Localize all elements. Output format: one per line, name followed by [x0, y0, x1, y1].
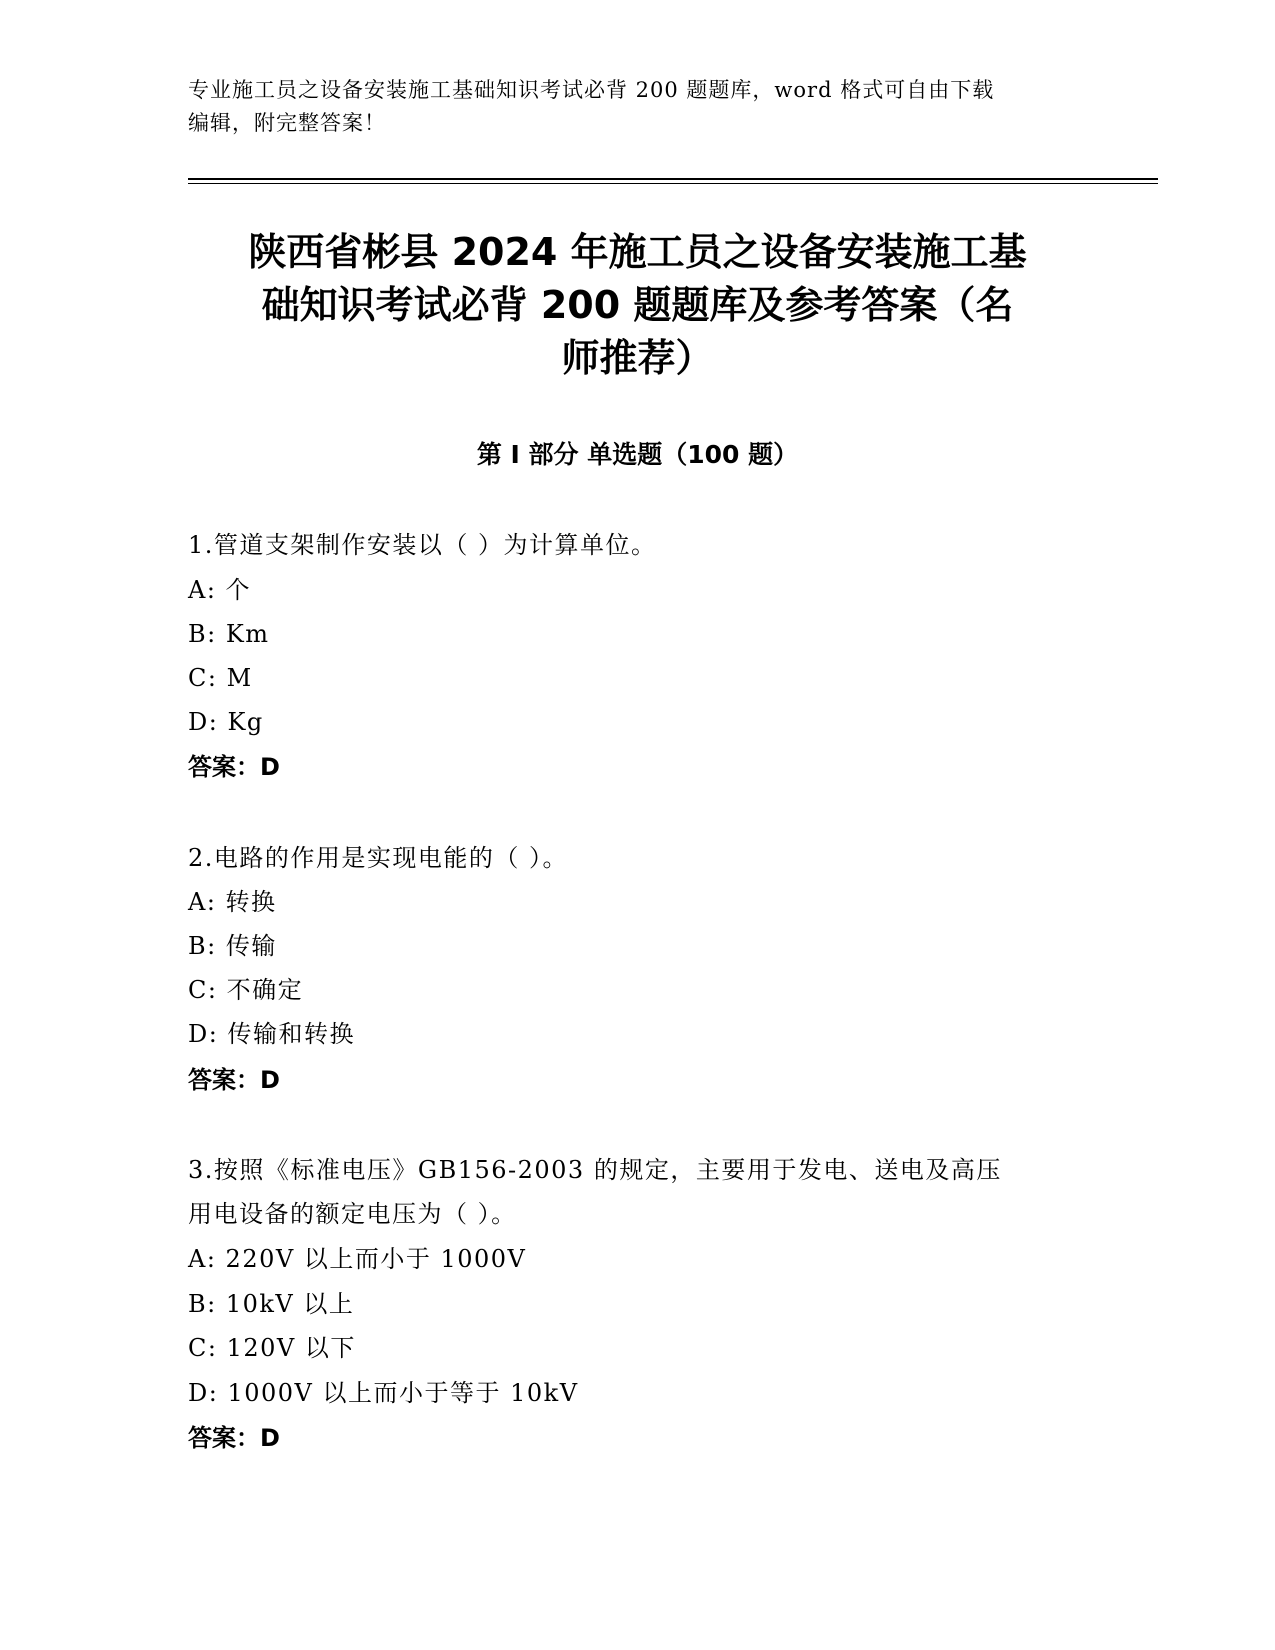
document-title: [175, 226, 1100, 385]
question-1-option-c: C: M: [188, 664, 253, 692]
question-3-option-c: C: 120V 以下: [188, 1334, 356, 1362]
question-3-answer: 答案：D: [188, 1424, 280, 1452]
document-title-line-2: 础知识考试必背 200 题题库及参考答案（名: [261, 283, 1014, 327]
question-1-option-a: A: 个: [188, 576, 252, 604]
question-3-option-a: A: 220V 以上而小于 1000V: [188, 1245, 527, 1273]
question-2-stem: 2.电路的作用是实现电能的（ ）。: [188, 844, 569, 872]
question-1-stem: 1.管道支架制作安装以（ ）为计算单位。: [188, 531, 657, 559]
question-3-option-d: D: 1000V 以上而小于等于 10kV: [188, 1379, 579, 1407]
question-2-option-d: D: 传输和转换: [188, 1020, 355, 1048]
question-1-answer: 答案：D: [188, 753, 280, 781]
question-1-option-d: D: Kg: [188, 708, 264, 736]
question-2-option-a: A: 转换: [188, 888, 277, 916]
question-2-option-c: C: 不确定: [188, 976, 304, 1004]
header-note-line-2: 编辑，附完整答案！: [188, 111, 386, 135]
header-note-line-1: 专业施工员之设备安装施工基础知识考试必背 200 题题库，word 格式可自由下载: [188, 78, 995, 102]
question-2-answer: 答案：D: [188, 1066, 280, 1094]
question-2-option-b: B: 传输: [188, 932, 277, 960]
question-3-stem-line-2: 用电设备的额定电压为（ ）。: [188, 1200, 517, 1228]
header-note: [188, 74, 1088, 140]
document-title-line-1: 陕西省彬县 2024 年施工员之设备安装施工基: [248, 230, 1027, 274]
question-3-option-b: B: 10kV 以上: [188, 1290, 355, 1318]
question-3-stem-line-1: 3.按照《标准电压》GB156-2003 的规定，主要用于发电、送电及高压: [188, 1156, 1002, 1184]
header-divider-thin: [188, 183, 1158, 184]
header-divider-thick: [188, 178, 1158, 180]
document-title-line-3: 师推荐）: [561, 336, 714, 380]
question-1-option-b: B: Km: [188, 620, 270, 648]
section-title: 第 I 部分 单选题（100 题）: [476, 440, 799, 469]
